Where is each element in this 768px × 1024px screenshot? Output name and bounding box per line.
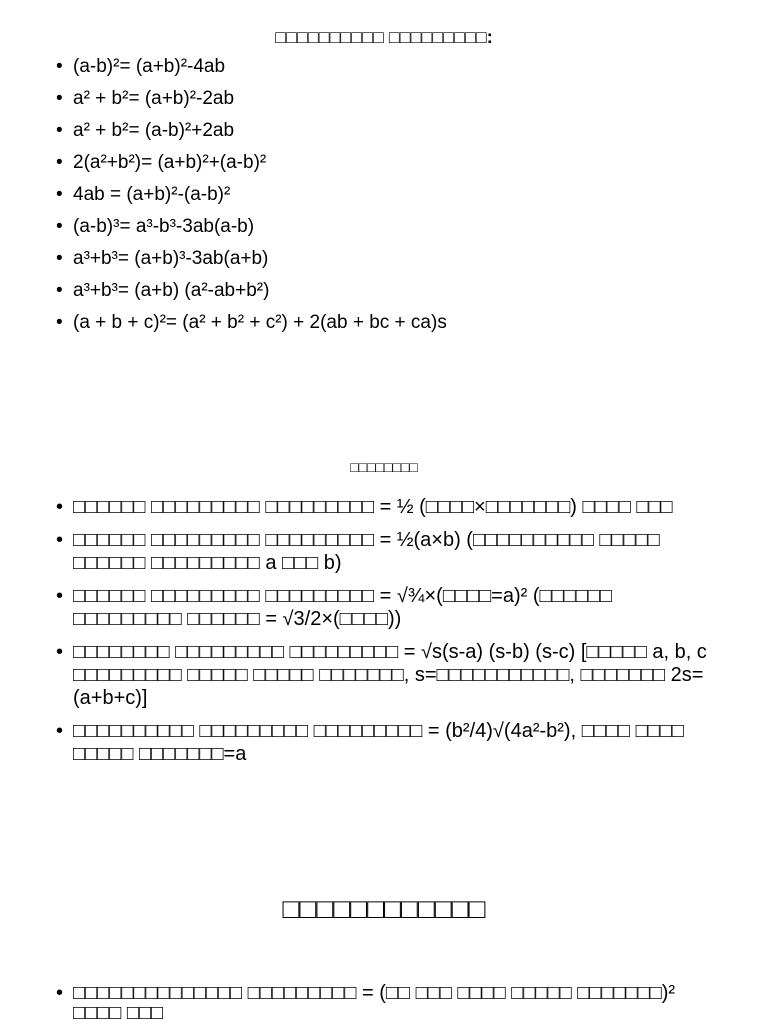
formula-item: • 2(a²+b²)= (a+b)²+(a-b)² [73, 147, 715, 179]
third-section-list [55, 983, 715, 1023]
triangle-formula-item: • □□□□□□□□ □□□□□□□□□ □□□□□□□□□ = √s(s-a) (s-b) (s-c) [□□□□□ a, b, c □□□□□□□□□ □□□□□ □□□□□ □□□□□□□, s=□□□□□□□□□□□, □□□□□□□ 2s=(a+b+c)] [73, 641, 715, 710]
formula-item: • a² + b²= (a-b)²+2ab [73, 115, 715, 147]
third-section-item: • □□□□□□□□□□□□□□ □□□□□□□□□ = (□□ □□□ □□□□ □□□□□ □□□□□□□)² □□□□ □□□ [73, 983, 715, 1023]
triangle-formula-item: • □□□□□□ □□□□□□□□□ □□□□□□□□□ = ½ (□□□□×□□□□□□□) □□□□ □□□ [73, 496, 715, 519]
third-section-heading: □□□□□□□□□□□□ [282, 893, 486, 924]
algebra-formulas-title: □□□□□□□□□□ □□□□□□□□□: [275, 27, 493, 47]
formula-item: • a³+b³= (a+b)³-3ab(a+b) [73, 243, 715, 275]
triangle-formula-item: • □□□□□□ □□□□□□□□□ □□□□□□□□□ = ½(a×b) (□□□□□□□□□□ □□□□□ □□□□□□ □□□□□□□□□ a □□□ b) [73, 529, 715, 575]
triangle-section-heading: □□□□□□□□ [350, 459, 418, 475]
formula-item: • (a-b)³= a³-b³-3ab(a-b) [73, 211, 715, 243]
triangle-formula-item: • □□□□□□ □□□□□□□□□ □□□□□□□□□ = √¾×(□□□□=a)² (□□□□□□ □□□□□□□□□ □□□□□□ = √3/2×(□□□□)) [73, 585, 715, 631]
formula-item: • a³+b³= (a+b) (a²-ab+b²) [73, 275, 715, 307]
algebra-formula-list [55, 51, 715, 339]
formula-item: • (a-b)²= (a+b)²-4ab [73, 51, 715, 83]
triangle-formula-list [55, 496, 715, 776]
formula-item: • (a + b + c)²= (a² + b² + c²) + 2(ab + bc + ca)s [73, 307, 715, 339]
triangle-formula-item: • □□□□□□□□□□ □□□□□□□□□ □□□□□□□□□ = (b²/4)√(4a²-b²), □□□□ □□□□ □□□□□ □□□□□□□=a [73, 720, 715, 766]
formula-item: • a² + b²= (a+b)²-2ab [73, 83, 715, 115]
formula-item: • 4ab = (a+b)²-(a-b)² [73, 179, 715, 211]
